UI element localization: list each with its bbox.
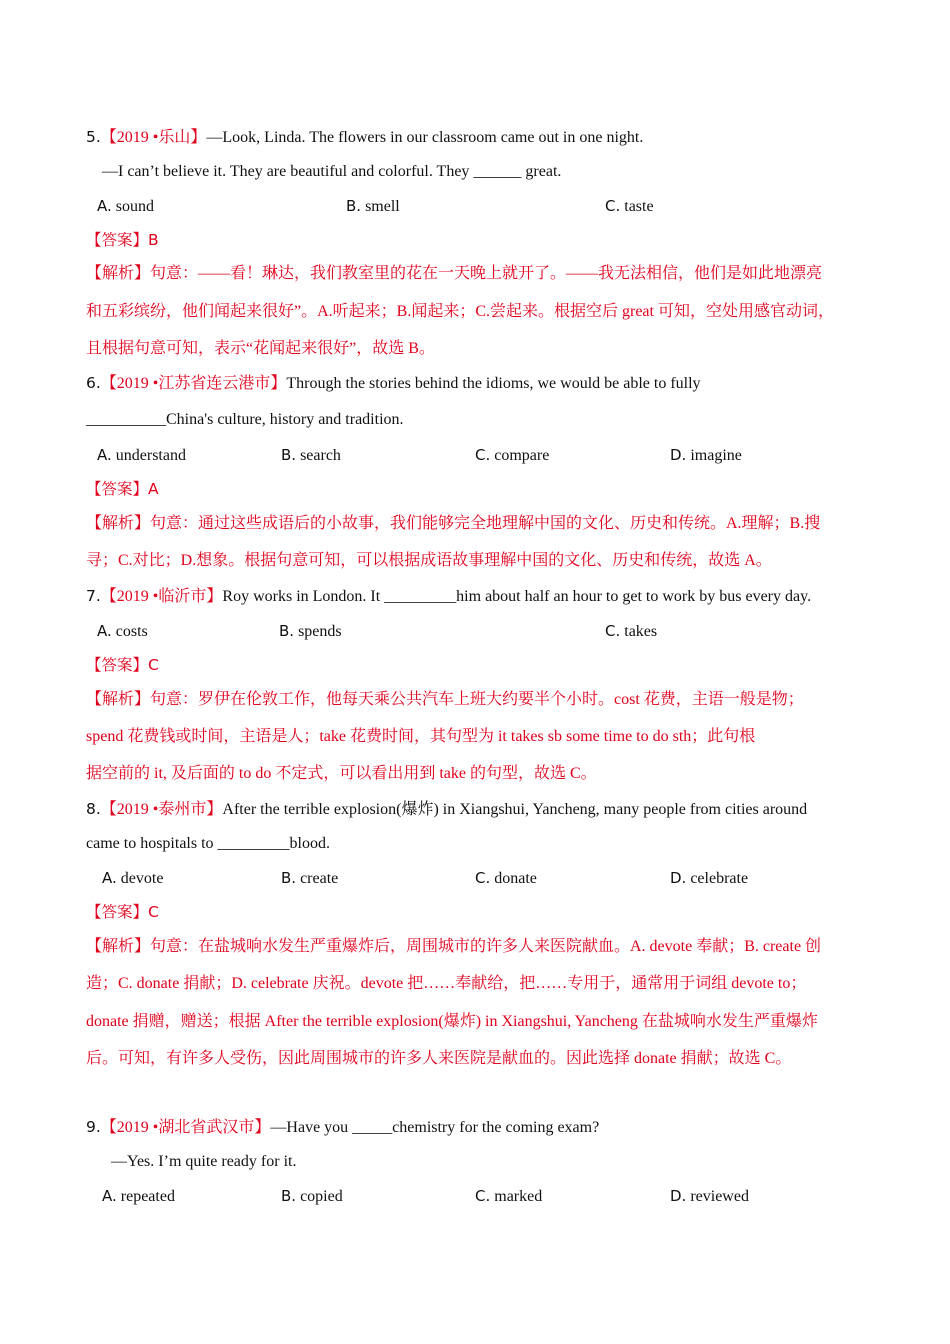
question-8-analysis-line-3: donate 捐赠，赠送；根据 After the terrible explosion(爆炸) in Xiangshui, Yancheng 在盐城响水发生严重爆炸 bbox=[86, 1013, 818, 1030]
question-7-option-b: B. spends bbox=[279, 622, 342, 640]
question-5-option-c: C. taste bbox=[605, 197, 654, 215]
question-7-stem-line-1 bbox=[86, 586, 811, 607]
question-number: 6. bbox=[86, 374, 101, 392]
question-8-stem-line-2: came to hospitals to _________blood. bbox=[86, 835, 330, 852]
question-5-analysis-line-1: 【解析】句意：——看！琳达，我们教室里的花在一天晚上就开了。——我无法相信，他们是如此地漂亮 bbox=[86, 265, 823, 282]
question-9-option-a: A. repeated bbox=[102, 1187, 175, 1205]
question-5-option-a: A. sound bbox=[97, 197, 154, 215]
question-5-stem-line-2: —I can’t believe it. They are beautiful and colorful. They ______ great. bbox=[102, 163, 562, 180]
question-6-answer: 【答案】A bbox=[86, 480, 159, 498]
question-5-stem-line-1 bbox=[86, 127, 643, 148]
question-6-option-d: D. imagine bbox=[670, 446, 742, 464]
question-stem: —Look, Linda. The flowers in our classroom came out in one night. bbox=[206, 129, 644, 146]
question-number: 9. bbox=[86, 1118, 101, 1136]
question-8-option-d: D. celebrate bbox=[670, 869, 749, 887]
question-8-analysis-line-2: 造；C. donate 捐献；D. celebrate 庆祝。devote 把……奉献给，把……专用于，通常用于词组 devote to； bbox=[86, 975, 807, 992]
question-source: 【2019 •泰州市】 bbox=[100, 801, 223, 818]
question-number: 7. bbox=[86, 587, 101, 605]
question-stem: —Have you _____chemistry for the coming exam? bbox=[270, 1119, 600, 1136]
question-8-analysis-line-4: 后。可知，有许多人受伤，因此周围城市的许多人来医院是献血的。因此选择 donate 捐献；故选 C。 bbox=[86, 1050, 792, 1067]
question-source: 【2019 •江苏省连云港市】 bbox=[100, 375, 287, 392]
question-6-option-a: A. understand bbox=[97, 446, 186, 464]
question-number: 8. bbox=[86, 800, 101, 818]
question-9-option-b: B. copied bbox=[281, 1187, 343, 1205]
question-7-analysis-line-3: 据空前的 it, 及后面的 to do 不定式，可以看出用到 take 的句型，故选 C。 bbox=[86, 765, 597, 782]
question-9-stem-line-2: —Yes. I’m quite ready for it. bbox=[111, 1153, 297, 1170]
question-8-stem-line-1 bbox=[86, 799, 807, 820]
question-source: 【2019 •湖北省武汉市】 bbox=[100, 1119, 271, 1136]
question-stem: After the terrible explosion(爆炸) in Xiangshui, Yancheng, many people from cities around bbox=[222, 801, 808, 818]
question-6-stem-line-1 bbox=[86, 373, 701, 394]
question-5-analysis-line-3: 且根据句意可知，表示“花闻起来很好”，故选 B。 bbox=[86, 340, 435, 357]
question-7-option-c: C. takes bbox=[605, 622, 658, 640]
question-5-analysis-line-2: 和五彩缤纷，他们闻起来很好”。A.听起来；B.闻起来；C.尝起来。根据空后 great 可知，空处用感官动词， bbox=[86, 303, 834, 320]
question-7-analysis-line-2: spend 花费钱或时间，主语是人；take 花费时间，其句型为 it takes sb some time to do sth；此句根 bbox=[86, 728, 756, 745]
question-6-option-b: B. search bbox=[281, 446, 341, 464]
question-8-option-c: C. donate bbox=[475, 869, 537, 887]
question-7-analysis-line-1: 【解析】句意：罗伊在伦敦工作，他每天乘公共汽车上班大约要半个小时。cost 花费，主语一般是物； bbox=[86, 691, 804, 708]
question-5-answer: 【答案】B bbox=[86, 231, 159, 249]
question-8-option-b: B. create bbox=[281, 869, 339, 887]
question-9-option-c: C. marked bbox=[475, 1187, 543, 1205]
question-9-option-d: D. reviewed bbox=[670, 1187, 749, 1205]
question-8-option-a: A. devote bbox=[102, 869, 164, 887]
question-7-answer: 【答案】C bbox=[86, 656, 159, 674]
question-7-option-a: A. costs bbox=[97, 622, 148, 640]
question-6-analysis-line-2: 寻；C.对比；D.想象。根据句意可知，可以根据成语故事理解中国的文化、历史和传统，故选 A。 bbox=[86, 552, 772, 569]
question-9-stem-line-1 bbox=[86, 1117, 599, 1138]
question-6-option-c: C. compare bbox=[475, 446, 550, 464]
question-source: 【2019 •乐山】 bbox=[100, 129, 207, 146]
question-stem: Through the stories behind the idioms, we would be able to fully bbox=[286, 375, 701, 392]
question-source: 【2019 •临沂市】 bbox=[100, 588, 223, 605]
question-6-stem-line-2: __________China's culture, history and tradition. bbox=[86, 411, 404, 428]
question-6-analysis-line-1: 【解析】句意：通过这些成语后的小故事，我们能够完全地理解中国的文化、历史和传统。A.理解；B.搜 bbox=[86, 515, 821, 532]
question-8-analysis-line-1: 【解析】句意：在盐城响水发生严重爆炸后，周围城市的许多人来医院献血。A. devote 奉献；B. create 创 bbox=[86, 938, 822, 955]
question-number: 5. bbox=[86, 128, 101, 146]
question-8-answer: 【答案】C bbox=[86, 903, 159, 921]
question-stem: Roy works in London. It _________him about half an hour to get to work by bus every day. bbox=[222, 588, 812, 605]
question-5-option-b: B. smell bbox=[346, 197, 400, 215]
